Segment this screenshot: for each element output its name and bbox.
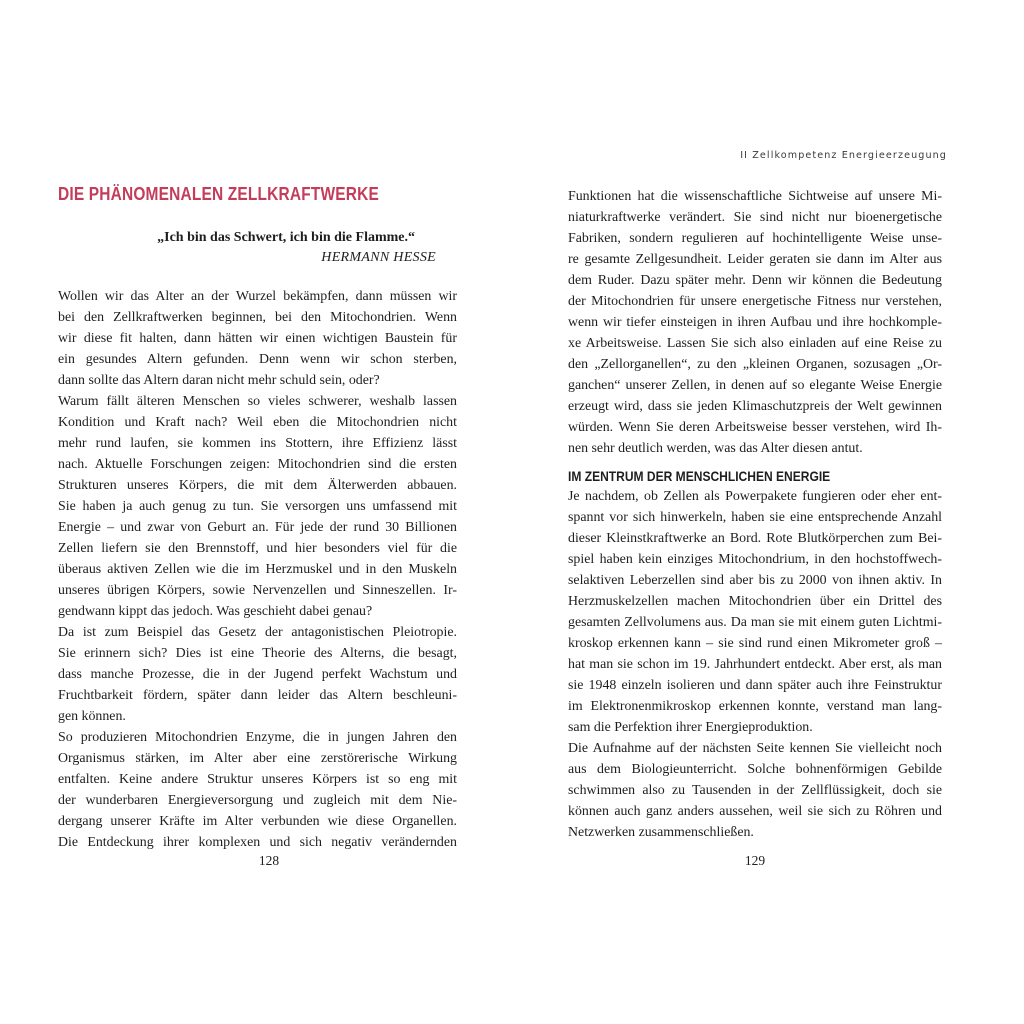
text-line: der wunderbaren Energieversorgung und zugleich mit dem Nie- [58,793,457,808]
text-line: Zellen liefern sie den Brennstoff, und hier besonders viel für die [58,541,457,556]
text-line: dem Ruder. Dazu später mehr. Denn wir können die Bedeutung [568,273,942,288]
epigraph-quote: „Ich bin das Schwert, ich bin die Flamme.“ [157,230,415,245]
text-line: Sie haben ja auch genug zu tun. Sie versorgen uns umfassend mit [58,499,457,514]
text-line: Die Aufnahme auf der nächsten Seite kennen Sie vielleicht noch [568,741,942,756]
text-line: ein gesundes Altern gefunden. Denn wenn wir schon sterben, [58,352,457,367]
text-line: Fabriken, sondern regulieren auf hochintelligente Weise unse- [568,231,942,246]
text-line: im Elektronenmikroskop erkennen konnte, verstand man lang- [568,699,942,714]
text-line: nen sehr deutlich werden, was das Alter diesen antut. [568,441,863,456]
text-line: Kondition und Kraft nach? Weil eben die Mitochondrien nicht [58,415,457,430]
text-line: schwimmen also zu Tausenden in der Zellflüssigkeit, doch sie [568,783,942,798]
text-line: xe Arbeitsweise. Lassen Sie sich also einladen auf eine Reise zu [568,336,942,351]
text-line: Netzwerken zusammenschließen. [568,825,754,840]
text-line: aus dem Biologieunterricht. Solche bohnenförmigen Gebilde [568,762,942,777]
text-line: Warum fällt älteren Menschen so vieles schwerer, weshalb lassen [58,394,457,409]
chapter-title: DIE PHÄNOMENALEN ZELLKRAFTWERKE [58,184,379,204]
left-body-text [58,286,457,853]
text-line: gen können. [58,709,126,724]
text-line: den „Zellorganellen“, zu den „kleinen Organen, sozusagen „Or- [568,357,942,372]
text-line: selaktiven Leberzellen sind aber bis zu 2000 von ihnen aktiv. In [568,573,942,588]
text-line: Je nachdem, ob Zellen als Powerpakete fungieren oder eher ent- [568,489,942,504]
text-line: bei den Zellkraftwerken beginnen, bei den Mitochondrien. Wenn [58,310,457,325]
running-head: II Zellkompetenz Energieerzeugung [740,150,947,161]
text-line: dann sollte das Altern daran nicht mehr schuld sein, oder? [58,373,380,388]
text-line: mehr rund laufen, sie kommen ins Stottern, ihre Effizienz lässt [58,436,457,451]
text-line: re gesamte Zellgesundheit. Leider geraten sie dann im Alter aus [568,252,942,267]
text-line: wir diese fit halten, dann hätten wir einen wichtigen Baustein für [58,331,457,346]
text-line: Energie – und zwar von Geburt an. Für jede der rund 30 Billionen [58,520,457,535]
text-line: wenn wir tiefer einsteigen in ihren Aufbau und ihre hochkomple- [568,315,942,330]
text-line: spannt vor sich hinwerkeln, haben sie eine entsprechende Anzahl [568,510,942,525]
text-line: Sie erinnern sich? Dies ist eine Theorie des Alterns, die besagt, [58,646,457,661]
text-line: Die Entdeckung ihrer komplexen und sich negativ verändernden [58,835,457,850]
text-line: ganchen“ unserer Zellen, in denen auf so elegante Weise Energie [568,378,942,393]
text-line: der Mitochondrien für unsere energetische Fitness nur verstehen, [568,294,942,309]
text-line: hat man sie schon im 19. Jahrhundert entdeckt. Aber erst, als man [568,657,942,672]
page-number-right: 129 [744,853,766,868]
text-line: kroskop erkennen kann – sie sind rund einen Mikrometer groß – [568,636,942,651]
section-heading: IM ZENTRUM DER MENSCHLICHEN ENERGIE [568,468,831,484]
text-line: spiel haben kein einziges Mitochondrium, in den hochstoffwech- [568,552,942,567]
text-line: würden. Wenn Sie deren Arbeitsweise besser verstehen, wird Ih- [568,420,942,435]
text-line: dergang unserer Kräfte im Alter verbunden wie diese Organellen. [58,814,457,829]
text-line: dass manche Prozesse, die in der Jugend perfekt Wachstum und [58,667,457,682]
text-line: Herzmuskelzellen machen Mitochondrien über ein Drittel des [568,594,942,609]
text-line: entfalten. Keine andere Struktur unseres Körpers ist so eng mit [58,772,457,787]
text-line: gesamten Zellvolumens aus. Da man sie mit einem guten Lichtmi- [568,615,942,630]
text-line: Organismus stärken, im Alter aber eine zerstörerische Wirkung [58,751,457,766]
text-line: Strukturen unseres Körpers, die mit dem Älterwerden abbauen. [58,478,457,493]
page-number-left: 128 [258,853,280,868]
text-line: So produzieren Mitochondrien Enzyme, die in jungen Jahren den [58,730,457,745]
text-line: Wollen wir das Alter an der Wurzel bekämpfen, dann müssen wir [58,289,457,304]
text-line: Fruchtbarkeit fördern, später dann leider das Altern beschleuni- [58,688,457,703]
text-line: Da ist zum Beispiel das Gesetz der antagonistischen Pleiotropie. [58,625,457,640]
text-line: überaus aktiven Zellen wie die im Herzmuskel und in den Muskeln [58,562,457,577]
text-line: niaturkraftwerke verändert. Sie sind nicht nur bioenergetische [568,210,942,225]
text-line: können auch ganz anders aussehen, weil sie sich zu Röhren und [568,804,942,819]
text-line: gendwann kippt das jedoch. Was geschieht dabei genau? [58,604,373,619]
text-line: sam die Perfektion ihrer Energieproduktion. [568,720,813,735]
text-line: sie 1948 einzeln isolieren und dann später auch ihre Feinstruktur [568,678,942,693]
epigraph-author: HERMANN HESSE [321,250,436,265]
text-line: unseres übrigen Körpers, sowie Nervenzellen und Sinneszellen. Ir- [58,583,457,598]
right-body-text-top [568,186,942,459]
right-body-text-bottom [568,486,942,843]
text-line: erzeugt wird, dass sie jeden Klimaschutzpreis der Welt gewinnen [568,399,942,414]
text-line: nach. Aktuelle Forschungen zeigen: Mitochondrien sind die ersten [58,457,457,472]
text-line: Funktionen hat die wissenschaftliche Sichtweise auf unsere Mi- [568,189,942,204]
text-line: dieser Kleinstkraftwerke an Bord. Rote Blutkörperchen zum Bei- [568,531,942,546]
